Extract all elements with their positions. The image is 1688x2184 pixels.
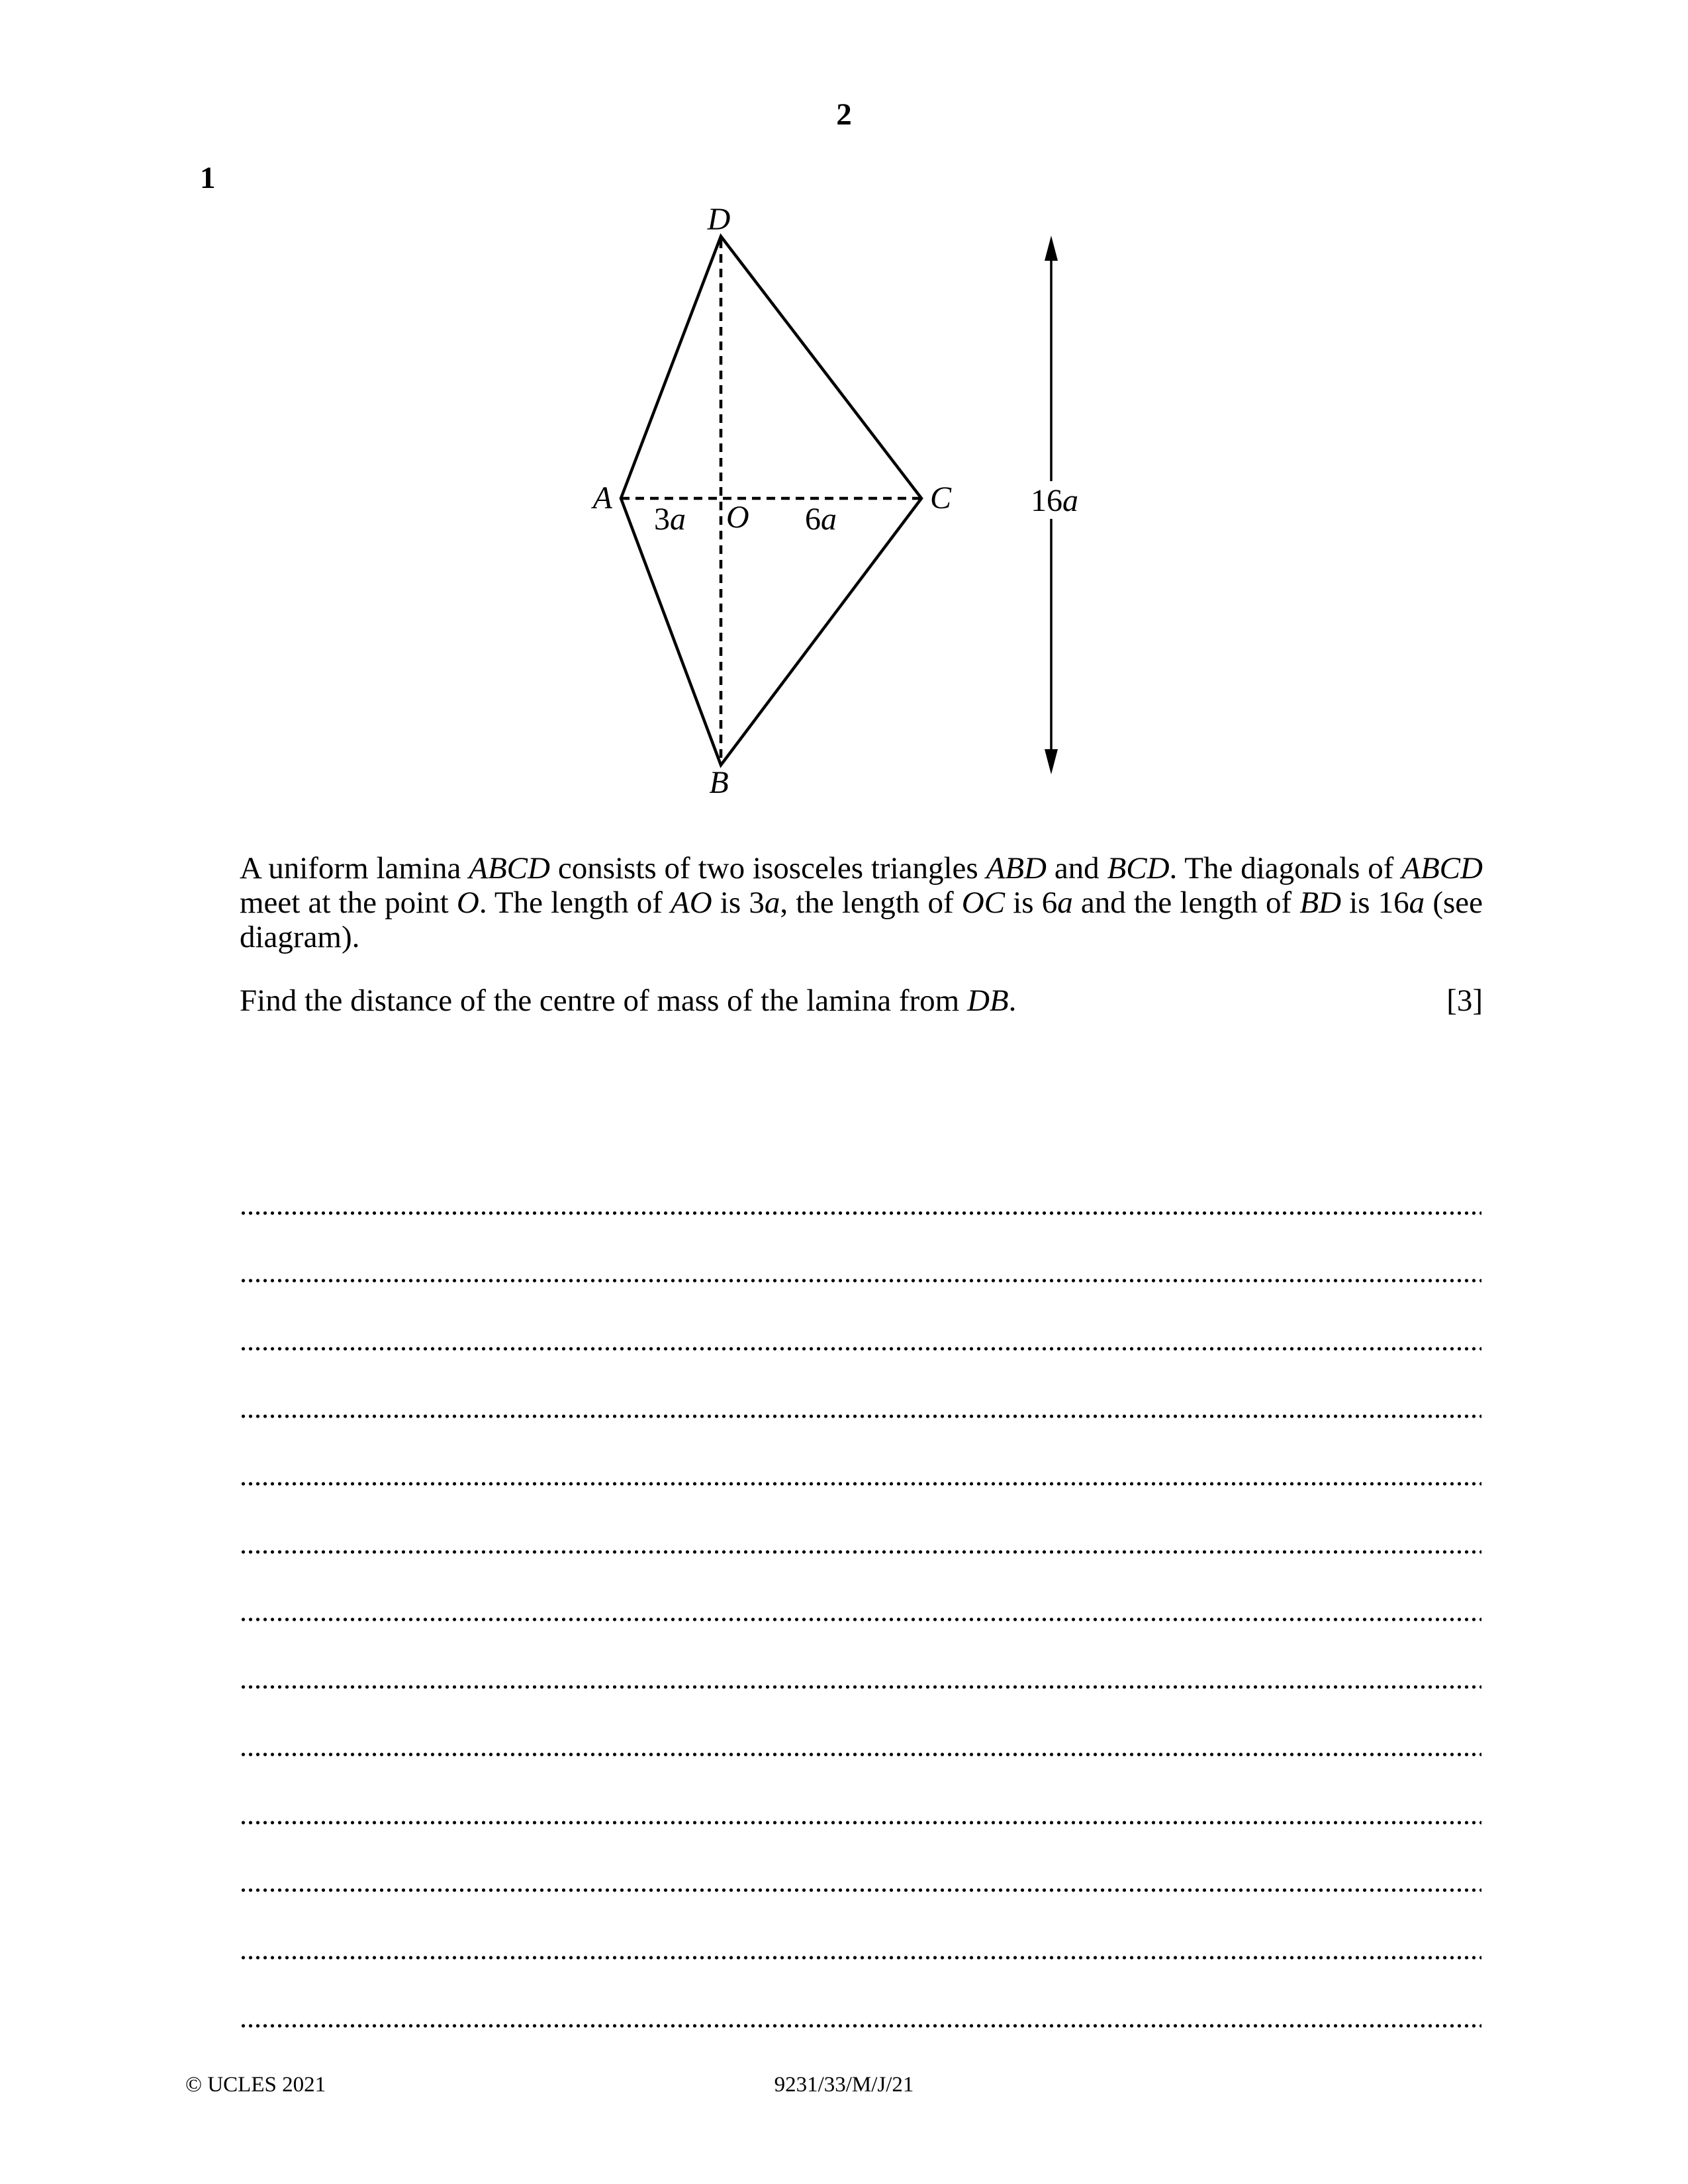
- text-segment: and: [1046, 851, 1107, 886]
- vertex-label-o: O: [726, 500, 749, 535]
- text-segment: and the length of: [1072, 886, 1300, 920]
- vertex-label-a: A: [592, 480, 612, 516]
- italic-text-segment: O: [456, 886, 479, 920]
- answer-dotted-line: [240, 1414, 1481, 1418]
- answer-dotted-line: [240, 1347, 1481, 1351]
- length-arrow-bd: [1031, 236, 1078, 774]
- text-segment: . The length of: [479, 886, 671, 920]
- italic-text-segment: a: [764, 886, 780, 920]
- italic-text-segment: AO: [671, 886, 712, 920]
- vertex-label-c: C: [930, 480, 952, 516]
- answer-dotted-line: [240, 1956, 1481, 1960]
- page-number: 2: [836, 97, 852, 132]
- answer-dotted-line: [240, 1279, 1481, 1283]
- kite-outline: [621, 236, 921, 765]
- text-segment: is 3: [712, 886, 765, 920]
- footer-paper-code: 9231/33/M/J/21: [774, 2073, 914, 2097]
- text-segment: Find the distance of the centre of mass of the lamina from: [240, 983, 967, 1018]
- text-segment: .: [1008, 983, 1017, 1018]
- italic-text-segment: ABD: [986, 851, 1047, 886]
- text-segment: diagram).: [240, 920, 360, 954]
- text-segment: . The diagonals of: [1169, 851, 1402, 886]
- italic-text-segment: a: [1409, 886, 1425, 920]
- answer-dotted-line: [240, 1211, 1481, 1215]
- italic-text-segment: ABCD: [1401, 851, 1483, 886]
- answer-dotted-line: [240, 1821, 1481, 1825]
- text-segment: is 6: [1005, 886, 1058, 920]
- arrowhead-up-icon: [1045, 236, 1058, 261]
- lamina-diagram: [530, 199, 1125, 814]
- answer-dotted-line: [240, 1550, 1481, 1554]
- answer-dotted-line: [240, 2024, 1481, 2028]
- answer-dotted-line: [240, 1752, 1481, 1756]
- question-paragraph: [240, 851, 1483, 954]
- text-segment: meet at the point: [240, 886, 457, 920]
- length-label-ao: 3a: [654, 502, 686, 537]
- paragraph-line: [240, 886, 1483, 920]
- length-label-oc: 6a: [805, 502, 837, 537]
- answer-dotted-line: [240, 1685, 1481, 1689]
- text-segment: is 16: [1341, 886, 1409, 920]
- question-number: 1: [200, 161, 216, 195]
- text-segment: consists of two isosceles triangles: [549, 851, 986, 886]
- italic-text-segment: BD: [1299, 886, 1342, 920]
- footer-copyright: © UCLES 2021: [185, 2073, 326, 2097]
- answer-dotted-line: [240, 1482, 1481, 1486]
- paragraph-line: [240, 851, 1483, 886]
- arrowhead-down-icon: [1045, 749, 1058, 774]
- italic-text-segment: a: [1057, 886, 1073, 920]
- question-prompt: [240, 983, 1016, 1018]
- length-label-bd: 16a: [1031, 483, 1078, 518]
- text-segment: (see: [1425, 886, 1483, 920]
- italic-text-segment: BCD: [1107, 851, 1170, 886]
- paragraph-line: [240, 920, 1483, 954]
- text-segment: A uniform lamina: [240, 851, 469, 886]
- italic-text-segment: OC: [961, 886, 1006, 920]
- italic-text-segment: ABCD: [469, 851, 550, 886]
- italic-text-segment: DB: [966, 983, 1009, 1018]
- vertex-label-d: D: [707, 202, 731, 237]
- answer-dotted-line: [240, 1617, 1481, 1621]
- marks-badge: [3]: [1446, 983, 1483, 1018]
- answer-dotted-line: [240, 1888, 1481, 1892]
- text-segment: , the length of: [780, 886, 962, 920]
- question-prompt-row: [240, 983, 1483, 1018]
- vertex-label-b: B: [709, 765, 729, 800]
